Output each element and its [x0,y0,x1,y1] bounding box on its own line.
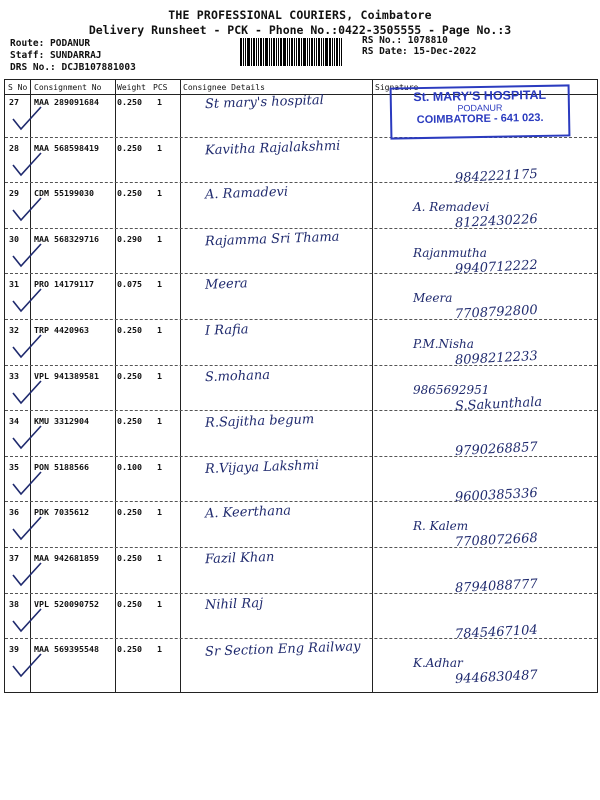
row-signature-phone: 9790268857 [454,440,539,460]
row-consignee-name: S.mohana [204,367,271,385]
row-consignment-no: MAA 568329716 [34,233,99,244]
row-consignment-no: TRP 4420963 [34,325,89,335]
row-weight: 0.250 [117,416,142,427]
tick-mark-icon [11,151,43,179]
row-signature-name: R. Kalem [413,519,469,534]
row-signature-phone: 9446830487 [454,668,539,688]
row-consignment-no: PDK 7035612 [34,507,89,518]
col-header-weight: Weight [117,83,146,92]
row-sno: 39 [9,644,19,655]
row-signature-name: K.Adhar [413,656,463,671]
row-signature-phone: 9842221175 [454,166,539,186]
row-pcs: 1 [157,97,162,107]
route-label: Route: PODANUR [10,38,91,49]
row-pcs: 1 [157,461,162,472]
row-signature-name: Meera [413,291,453,306]
row-consignment-no: PRO 14179117 [34,279,94,290]
row-sno: 36 [9,507,19,518]
row-signature-name: 9865692951 [413,382,490,397]
rs-date: RS Date: 15-Dec-2022 [362,46,477,57]
runsheet-title: THE PROFESSIONAL COURIERS, Coimbatore [168,8,432,22]
row-pcs: 1 [157,598,162,609]
drs-number: DRS No.: DCJB107881003 [10,62,136,73]
stamp-line-2: PODANUR [457,102,503,114]
runsheet-table [4,79,598,693]
row-sno: 29 [9,188,19,199]
row-sno: 38 [9,598,19,609]
row-sno: 33 [9,370,19,381]
row-consignment-no: MAA 568598419 [34,142,99,153]
row-weight: 0.290 [117,233,142,244]
row-sno: 32 [9,325,19,335]
rs-number: RS No.: 1078810 [362,35,448,46]
row-weight: 0.250 [117,142,142,153]
row-consignment-no: VPL 520090752 [34,598,99,609]
row-signature-phone: S.Sakunthala [454,394,543,414]
row-consignee-name: Sr Section Eng Railway [204,639,361,660]
tick-mark-icon [11,652,43,680]
row-pcs: 1 [157,370,162,381]
row-signature-name: Rajanmutha [413,245,487,260]
staff-label: Staff: SUNDARRAJ [10,50,102,61]
row-consignee-name: St mary's hospital [204,92,324,113]
row-consignment-no: CDM 55199030 [34,188,94,199]
row-sno: 30 [9,233,19,244]
row-weight: 0.250 [117,97,142,107]
row-weight: 0.075 [117,279,142,290]
tick-mark-icon [11,515,43,543]
row-signature-phone: 9940712222 [454,257,539,277]
hospital-stamp [390,84,571,139]
row-consignment-no: MAA 942681859 [34,553,99,563]
row-signature-name: P.M.Nisha [413,337,474,351]
row-consignment-no: PON 5188566 [34,461,89,472]
tick-mark-icon [11,470,43,498]
row-weight: 0.250 [117,644,142,655]
tick-mark-icon [11,607,43,635]
row-signature-phone: 7845467104 [454,622,539,642]
tick-mark-icon [11,287,43,315]
row-sno: 31 [9,279,19,290]
row-signature-phone: 7708792800 [454,303,539,323]
row-pcs: 1 [157,279,162,290]
row-weight: 0.250 [117,598,142,609]
row-weight: 0.250 [117,507,142,518]
barcode [240,38,352,66]
row-pcs: 1 [157,644,162,655]
row-sno: 34 [9,416,19,427]
row-consignee-name: Fazil Khan [204,549,275,568]
row-consignee-name: R.Sajitha begum [204,412,315,432]
col-header-pcs: PCS [153,83,168,92]
col-header-consignment: Consignment No [34,83,102,92]
tick-mark-icon [11,105,43,133]
row-signature-phone: 9600385336 [454,485,539,505]
row-consignee-name: A. Ramadevi [204,184,289,203]
row-signature-phone: 8122430226 [454,212,539,232]
row-weight: 0.250 [117,325,142,335]
row-pcs: 1 [157,233,162,244]
row-weight: 0.250 [117,370,142,381]
row-signature-phone: 7708072668 [454,531,539,551]
runsheet-subtitle: Delivery Runsheet - PCK - Phone No.:0422-3505555 - Page No.:3 [88,23,512,37]
col-header-signature: Signature [375,83,419,92]
row-pcs: 1 [157,553,162,563]
row-consignee-name: Meera [204,276,248,294]
row-consignment-no: VPL 941389581 [34,370,99,381]
row-consignee-name: A. Keerthana [204,503,292,522]
col-header-sno: S No [8,83,28,92]
row-signature-name: A. Remadevi [413,200,490,215]
tick-mark-icon [11,561,43,589]
row-weight: 0.100 [117,461,142,472]
tick-mark-icon [11,424,43,452]
tick-mark-icon [11,379,43,407]
tick-mark-icon [11,333,43,361]
row-pcs: 1 [157,507,162,518]
row-pcs: 1 [157,188,162,199]
row-consignee-name: I Rafia [204,322,249,339]
row-pcs: 1 [157,142,162,153]
row-consignment-no: KMU 3312904 [34,416,89,427]
row-sno: 28 [9,142,19,153]
stamp-line-3: COIMBATORE - 641 023. [416,111,544,127]
col-header-consignee: Consignee Details [183,83,265,92]
stamp-line-1: St. MARY'S HOSPITAL [413,87,547,105]
row-signature-phone: 8794088777 [454,576,539,597]
tick-mark-icon [11,242,43,270]
row-consignee-name: Rajamma Sri Thama [204,229,340,250]
row-sno: 35 [9,461,19,472]
row-pcs: 1 [157,325,162,335]
row-weight: 0.250 [117,188,142,199]
row-signature-phone: 8098212233 [454,348,539,369]
row-consignee-name: Kavitha Rajalakshmi [204,138,341,158]
row-sno: 27 [9,97,19,107]
tick-mark-icon [11,196,43,224]
row-weight: 0.250 [117,553,142,563]
row-consignee-name: Nihil Raj [204,595,264,613]
row-sno: 37 [9,553,19,563]
row-consignment-no: MAA 289091684 [34,97,99,107]
row-pcs: 1 [157,416,162,427]
row-consignment-no: MAA 569395548 [34,644,99,655]
row-consignee-name: R.Vijaya Lakshmi [204,457,320,477]
